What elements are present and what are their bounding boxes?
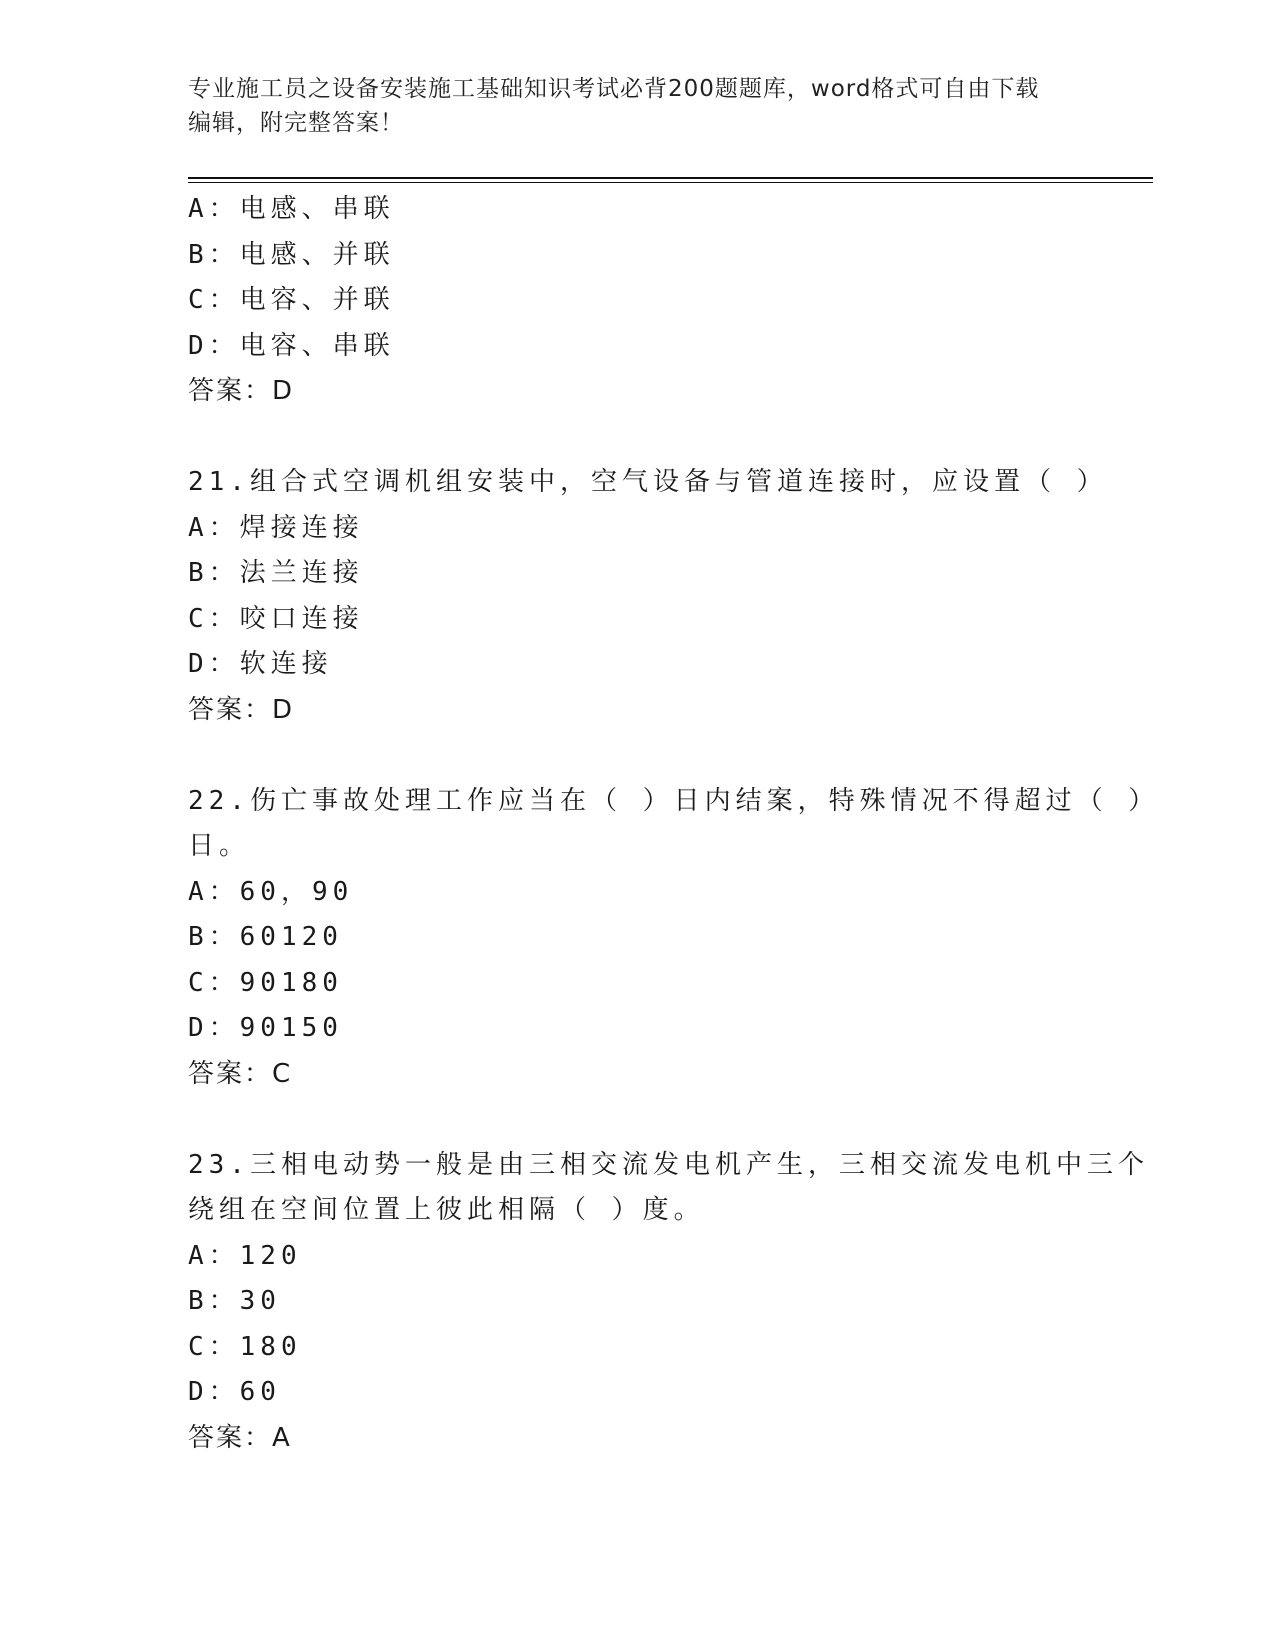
option-b: B：60120 [188, 922, 343, 952]
header-divider-thin [188, 182, 1153, 183]
question-stem: 21.组合式空调机组安装中，空气设备与管道连接时，应设置（ ） [188, 467, 1108, 497]
option-d: D：60 [188, 1377, 281, 1407]
option-d: D：90150 [188, 1013, 343, 1043]
option-a: A：60，90 [188, 876, 354, 907]
question-20 [188, 187, 1088, 415]
option-c: C：90180 [188, 967, 343, 998]
question-stem: 23.三相电动势一般是由三相交流发电机产生，三相交流发电机中三个 [188, 1149, 1149, 1180]
document-header [188, 72, 1088, 140]
question-22 [188, 779, 1160, 1098]
question-stem: 22.伤亡事故处理工作应当在（ ）日内结案，特殊情况不得超过（ ） [188, 785, 1160, 816]
option-b: B：电感、并联 [188, 239, 395, 270]
option-c: C：180 [188, 1331, 302, 1362]
option-a: A：120 [188, 1240, 302, 1271]
option-d: D：电容、串联 [188, 330, 395, 361]
question-21 [188, 460, 1108, 733]
question-list [188, 187, 1160, 1461]
spacer [188, 415, 1088, 461]
spacer [188, 733, 1088, 779]
option-b: B：法兰连接 [188, 558, 364, 588]
spacer [188, 1097, 1088, 1143]
header-divider-thick [188, 177, 1153, 179]
option-c: C：电容、并联 [188, 285, 395, 315]
question-23 [188, 1143, 1149, 1462]
option-d: D：软连接 [188, 649, 333, 679]
option-a: A：焊接连接 [188, 512, 364, 543]
option-a: A：电感、串联 [188, 194, 395, 224]
answer: 答案：D [188, 694, 295, 725]
option-b: B：30 [188, 1286, 281, 1316]
answer: 答案：D [188, 376, 295, 406]
header-title-line-2: 编辑，附完整答案！ [188, 110, 404, 136]
answer: 答案：A [188, 1422, 292, 1453]
header-title-line-1: 专业施工员之设备安装施工基础知识考试必背200题题库，word格式可自由下载 [188, 76, 1040, 102]
question-stem-continued: 绕组在空间位置上彼此相隔（ ）度。 [188, 1195, 705, 1225]
question-stem-continued: 日。 [188, 831, 251, 861]
answer: 答案：C [188, 1058, 293, 1089]
option-c: C：咬口连接 [188, 603, 364, 634]
